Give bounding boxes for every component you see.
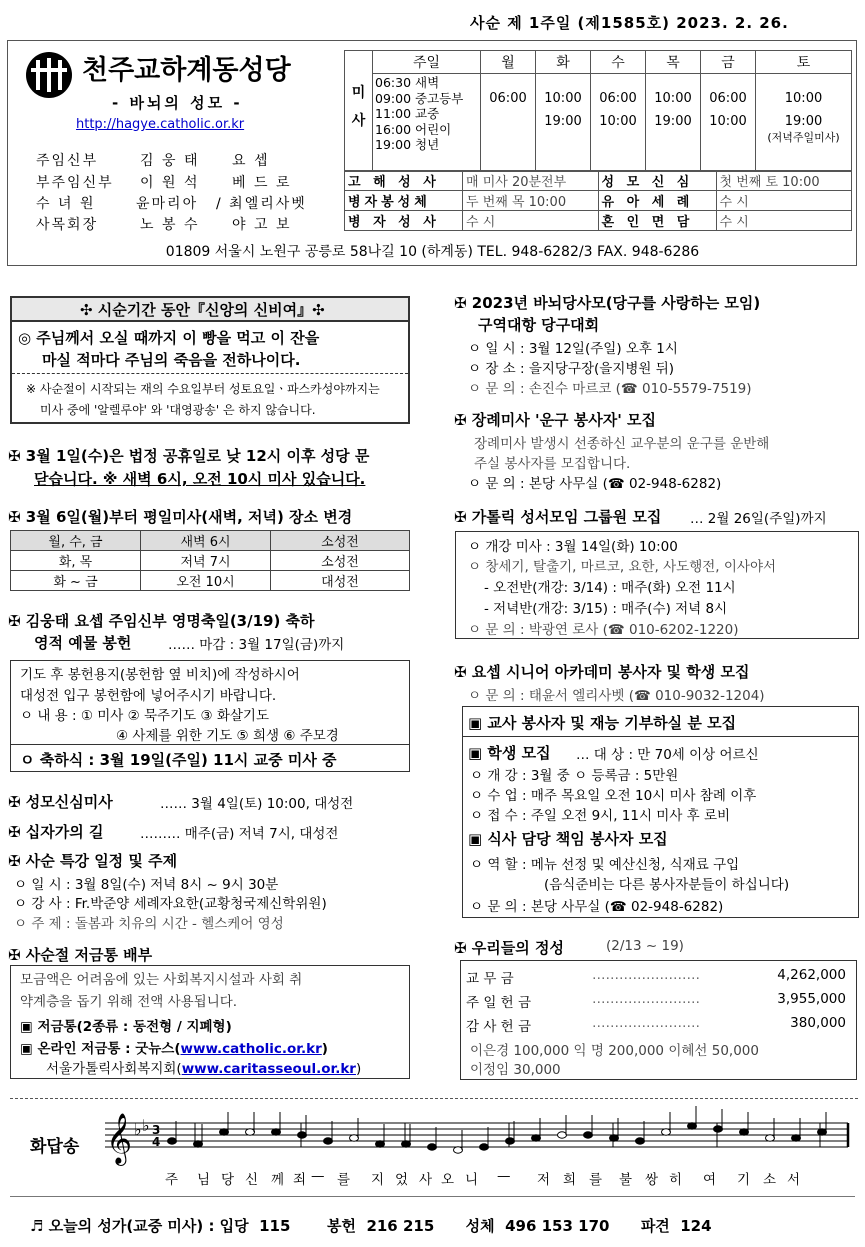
- sacraments-table: [344, 170, 852, 231]
- offering-amount: 4,262,000: [777, 967, 846, 983]
- offering-donors: 이정임 30,000: [470, 1062, 561, 1078]
- offering-row: 주 일 헌 금: [466, 995, 532, 1011]
- billiards-line: ㅇ 일 시 : 3월 12일(주일) 오후 1시: [468, 341, 678, 357]
- academy-line: ㅇ 문 의 : 본당 사무실 (☎ 02-948-6282): [470, 899, 724, 915]
- table-row: 월, 수, 금 새벽 6시 소성전: [11, 531, 410, 551]
- mass-schedule-table: [344, 50, 852, 172]
- lecture-line: ㅇ 일 시 : 3월 8일(수) 저녁 8시 ~ 9시 30분: [14, 877, 279, 893]
- academy-line: ㅇ 접 수 : 주일 오전 9시, 11시 미사 후 로비: [470, 808, 731, 824]
- day-header: 수: [591, 51, 646, 74]
- staff-role: 사목회장: [36, 217, 99, 233]
- day-header: 금: [701, 51, 756, 74]
- day-header: 월: [481, 51, 536, 74]
- divider: [462, 736, 859, 737]
- staff-saint: 요 셉: [232, 153, 270, 169]
- bible-line: - 저녁반(개강: 3/15) : 매주(수) 저녁 8시: [484, 601, 728, 617]
- wednesday-masses: 06:00 10:00: [591, 74, 646, 172]
- offering-dots: ……………………: [592, 967, 700, 983]
- music-notes: [168, 1106, 827, 1153]
- academy-student-detail: … 대 상 : 만 70세 이상 어르신: [576, 747, 759, 763]
- staff-name: 김 웅 태: [140, 153, 200, 169]
- staff-role: 수 녀 원: [36, 196, 96, 212]
- day-header: 목: [646, 51, 701, 74]
- academy-title: ✠ 요셉 시니어 아카데미 봉사자 및 학생 모집: [454, 663, 750, 681]
- issue-line: 사순 제 1주일 (제1585호) 2023. 2. 26.: [470, 14, 789, 32]
- music-note: [324, 1138, 333, 1144]
- day-header: 주일: [373, 51, 481, 74]
- billiards-title-2: 구역대항 당구대회: [478, 316, 600, 334]
- divider: [10, 744, 410, 745]
- marian-mass-title: ✠ 성모신심미사: [8, 793, 113, 811]
- bible-line: - 오전반(개강: 3/14) : 매주(화) 오전 11시: [484, 580, 736, 596]
- offering-amount: 3,955,000: [777, 991, 846, 1007]
- offering-row: 감 사 헌 금: [466, 1019, 532, 1035]
- music-note: [714, 1126, 723, 1132]
- offering-dots: ……………………: [592, 991, 700, 1007]
- staff-name: 이 원 석: [140, 175, 200, 191]
- staff-saint: 베 드 로: [232, 175, 292, 191]
- weekday-location-table: [10, 530, 410, 591]
- stations-detail: ……… 매주(금) 저녁 7시, 대성전: [140, 826, 339, 842]
- rice-bowl-body: 약계층을 돕기 위해 전액 사용됩니다.: [20, 994, 238, 1010]
- funeral-contact: ㅇ 문 의 : 본당 사무실 (☎ 02-948-6282): [468, 476, 722, 492]
- music-note: [792, 1135, 801, 1141]
- feast-body-2: 대성전 입구 봉헌함에 넣어주시기 바랍니다.: [20, 688, 277, 704]
- bible-study-title: ✠ 가톨릭 성서모임 그룹원 모집: [454, 508, 662, 526]
- music-note: [688, 1123, 697, 1129]
- academy-contact: ㅇ 문 의 : 태윤서 엘리사벳 (☎ 010-9032-1204): [468, 688, 765, 704]
- monday-masses: 06:00: [481, 74, 536, 172]
- feast-title-2: 영적 예물 봉헌: [34, 634, 132, 652]
- staff-saint: 야 고 보: [232, 217, 292, 233]
- sunday-masses: 06:30 새벽 09:00 중고등부 11:00 교중 16:00 어린이 19:00 청년: [373, 74, 481, 172]
- funeral-body: 장례미사 발생시 선종하신 교우분의 운구를 운반해: [474, 436, 770, 452]
- feast-body-1: 기도 후 봉헌용지(봉헌함 옆 비치)에 작성하시어: [20, 667, 300, 683]
- divider: [10, 1196, 855, 1197]
- friday-masses: 06:00 10:00: [701, 74, 756, 172]
- music-note: [766, 1135, 775, 1141]
- academy-teacher: ▣ 교사 봉사자 및 재능 기부하실 분 모집: [468, 714, 737, 732]
- cross-logo-icon: [24, 50, 74, 100]
- marian-mass-detail: …… 3월 4일(토) 10:00, 대성전: [160, 796, 354, 812]
- table-row: 화 ~ 금 오전 10시 대성전: [11, 571, 410, 591]
- lecture-title: ✠ 사순 특강 일정 및 주제: [8, 852, 178, 870]
- lecture-line: ㅇ 주 제 : 돌봄과 치유의 시간 - 헬스케어 영성: [14, 916, 284, 932]
- music-note: [740, 1129, 749, 1135]
- academy-line: (음식준비는 다른 봉사자분들이 하십니다): [544, 877, 790, 893]
- offering-period: (2/13 ~ 19): [606, 938, 684, 954]
- rice-bowl-title: ✠ 사순절 저금통 배부: [8, 946, 153, 964]
- music-note: [376, 1141, 385, 1147]
- billiards-line: ㅇ 장 소 : 을지당구장(을지병원 뒤): [468, 361, 675, 377]
- music-note: [350, 1135, 359, 1141]
- offering-amount: 380,000: [790, 1015, 846, 1031]
- offering-row: 교 무 금: [466, 971, 514, 987]
- caritas-link[interactable]: www.caritasseoul.or.kr: [181, 1061, 356, 1077]
- lent-note-1: ※ 사순절이 시작되는 재의 수요일부터 성토요일ㆍ파스카성야까지는: [26, 382, 380, 396]
- psalm-lyrics: 주 님 당 신 께 죄 — 를 지 었 사 오 니 — 저 희 를 불 쌍 히 여 기 소 서: [165, 1168, 801, 1188]
- music-note: [610, 1135, 619, 1141]
- divider: [12, 373, 408, 374]
- sacrament-row: 병자봉성체 두 번째 목 10:00 유 아 세 례 수 시: [345, 191, 852, 211]
- music-note: [532, 1135, 541, 1141]
- staff-name: 윤마리아: [136, 196, 199, 212]
- music-note: [558, 1132, 567, 1138]
- day-header: 토: [756, 51, 852, 74]
- flat-icon: ♭: [142, 1116, 150, 1135]
- offering-donors: 이은경 100,000 익 명 200,000 이혜선 50,000: [470, 1043, 759, 1059]
- staff-role: 주임신부: [36, 153, 99, 169]
- music-note: [220, 1129, 229, 1135]
- bible-line: ㅇ 문 의 : 박광연 로사 (☎ 010-6202-1220): [468, 622, 739, 638]
- funeral-body: 주실 봉사자를 모집합니다.: [474, 456, 631, 472]
- svg-text:3: 3: [152, 1123, 161, 1137]
- music-note: [584, 1132, 593, 1138]
- tuesday-masses: 10:00 19:00: [536, 74, 591, 172]
- academy-line: ㅇ 역 할 : 메뉴 선정 및 예산신청, 식재료 구입: [470, 857, 740, 873]
- thursday-masses: 10:00 19:00: [646, 74, 701, 172]
- music-note: [636, 1138, 645, 1144]
- bible-line: ㅇ 창세기, 탈출기, 마르코, 요한, 사도행전, 이사야서: [468, 559, 777, 575]
- parish-name: 천주교하계동성당: [82, 55, 291, 86]
- parish-subtitle: - 바뇌의 성모 -: [112, 94, 243, 112]
- bible-study-deadline: … 2월 26일(주일)까지: [690, 511, 827, 527]
- billiards-line: ㅇ 문 의 : 손진수 마르코 (☎ 010-5579-7519): [468, 381, 752, 397]
- music-note: [298, 1132, 307, 1138]
- offering-dots: ……………………: [592, 1015, 700, 1031]
- music-note: [402, 1141, 411, 1147]
- music-note: [246, 1129, 255, 1135]
- rice-bowl-types: ▣ 저금통(2종류 : 동전형 / 지폐형): [20, 1019, 232, 1035]
- lecture-line: ㅇ 강 사 : Fr.박준양 세례자요한(교황청국제신학위원): [14, 896, 327, 912]
- schedule-side-label: 미 사: [345, 51, 373, 172]
- funeral-title: ✠ 장례미사 '운구 봉사자' 모집: [454, 411, 657, 429]
- todays-hymns: ♬ 오늘의 성가(교중 미사) : 입당 115 봉헌 216 215 성체 496 153 170 파견 124: [30, 1217, 712, 1235]
- psalm-staff: [100, 1105, 855, 1167]
- goodnews-link[interactable]: www.catholic.or.kr: [180, 1041, 322, 1057]
- music-note: [662, 1129, 671, 1135]
- rice-bowl-online: ▣ 온라인 저금통 : 굿뉴스(www.catholic.or.kr): [20, 1041, 328, 1057]
- sacrament-row: 고 해 성 사 매 미사 20분전부 성 모 신 심 첫 번째 토 10:00: [345, 171, 852, 191]
- holiday-notice-2: 닫습니다. ※ 새벽 6시, 오전 10시 미사 있습니다.: [34, 470, 366, 488]
- academy-line: ㅇ 수 업 : 매주 목요일 오전 10시 미사 참례 이후: [470, 788, 757, 804]
- rice-bowl-caritas: 서울가톨릭사회복지회(www.caritasseoul.or.kr): [46, 1061, 362, 1077]
- music-note: [480, 1144, 489, 1150]
- holiday-notice-1: ✠ 3월 1일(수)은 법정 공휴일로 낮 12시 이후 성당 문: [8, 447, 370, 465]
- lent-acclamation-1: ◎ 주님께서 오실 때까지 이 빵을 먹고 이 잔을: [18, 329, 320, 347]
- academy-student: ▣ 학생 모집: [468, 744, 551, 762]
- stations-title: ✠ 십자가의 길: [8, 823, 104, 841]
- svg-text:4: 4: [152, 1135, 161, 1149]
- music-note: [168, 1138, 177, 1144]
- day-header: 화: [536, 51, 591, 74]
- flat-icon: ♭: [134, 1120, 142, 1139]
- staff-role: 부주임신부: [36, 175, 114, 191]
- academy-line: ㅇ 개 강 : 3월 중 ㅇ 등록금 : 5만원: [470, 768, 679, 784]
- billiards-title-1: ✠ 2023년 바뇌당사모(당구를 사랑하는 모임): [454, 294, 761, 312]
- lent-title: ✣ 시순기간 동안『신앙의 신비여』✣: [80, 301, 325, 319]
- parish-url-link[interactable]: http://hagye.catholic.or.kr: [76, 117, 245, 132]
- staff-saint: / 최엘리사벳: [216, 196, 307, 212]
- music-note: [818, 1129, 827, 1135]
- lent-acclamation-2: 마실 적마다 주님의 죽음을 전하나이다.: [42, 351, 301, 369]
- feast-event: ㅇ 축하식 : 3월 19일(주일) 11시 교중 미사 중: [20, 751, 337, 769]
- staff-name: 노 봉 수: [140, 217, 200, 233]
- music-note: [454, 1147, 463, 1153]
- rice-bowl-body: 모금액은 어려움에 있는 사회복지시설과 사회 취: [20, 972, 303, 988]
- music-note: [428, 1144, 437, 1150]
- saturday-masses: 10:00 19:00 (저녁주일미사): [756, 74, 852, 172]
- table-row: 화, 목 저녁 7시 소성전: [11, 551, 410, 571]
- lent-note-2: 미사 중에 '알렐루야' 와 '대영광송' 은 하지 않습니다.: [40, 403, 316, 417]
- music-note: [506, 1138, 515, 1144]
- psalm-label: 화답송: [30, 1137, 80, 1157]
- feast-deadline: …… 마감 : 3월 17일(금)까지: [168, 637, 345, 653]
- feast-items-2: ④ 사제를 위한 기도 ⑤ 희생 ⑥ 주모경: [116, 728, 339, 744]
- feast-items-1: ㅇ 내 용 : ① 미사 ② 묵주기도 ③ 화살기도: [20, 708, 270, 724]
- offering-title: ✠ 우리들의 정성: [454, 939, 564, 957]
- academy-meal: ▣ 식사 담당 책임 봉사자 모집: [468, 830, 668, 848]
- bible-line: ㅇ 개강 미사 : 3월 14일(화) 10:00: [468, 539, 678, 555]
- weekday-change-title: ✠ 3월 6일(월)부터 평일미사(새벽, 저녁) 장소 변경: [8, 508, 353, 526]
- sacrament-row: 병 자 성 사 수 시 혼 인 면 담 수 시: [345, 211, 852, 231]
- music-note: [272, 1129, 281, 1135]
- treble-clef-icon: 𝄞: [106, 1113, 133, 1164]
- parish-address: 01809 서울시 노원구 공릉로 58나길 10 (하계동) TEL. 948-6282/3 FAX. 948-6286: [165, 244, 700, 260]
- feast-title-1: ✠ 김웅태 요셉 주임신부 영명축일(3/19) 축하: [8, 612, 315, 630]
- divider: [10, 1098, 858, 1099]
